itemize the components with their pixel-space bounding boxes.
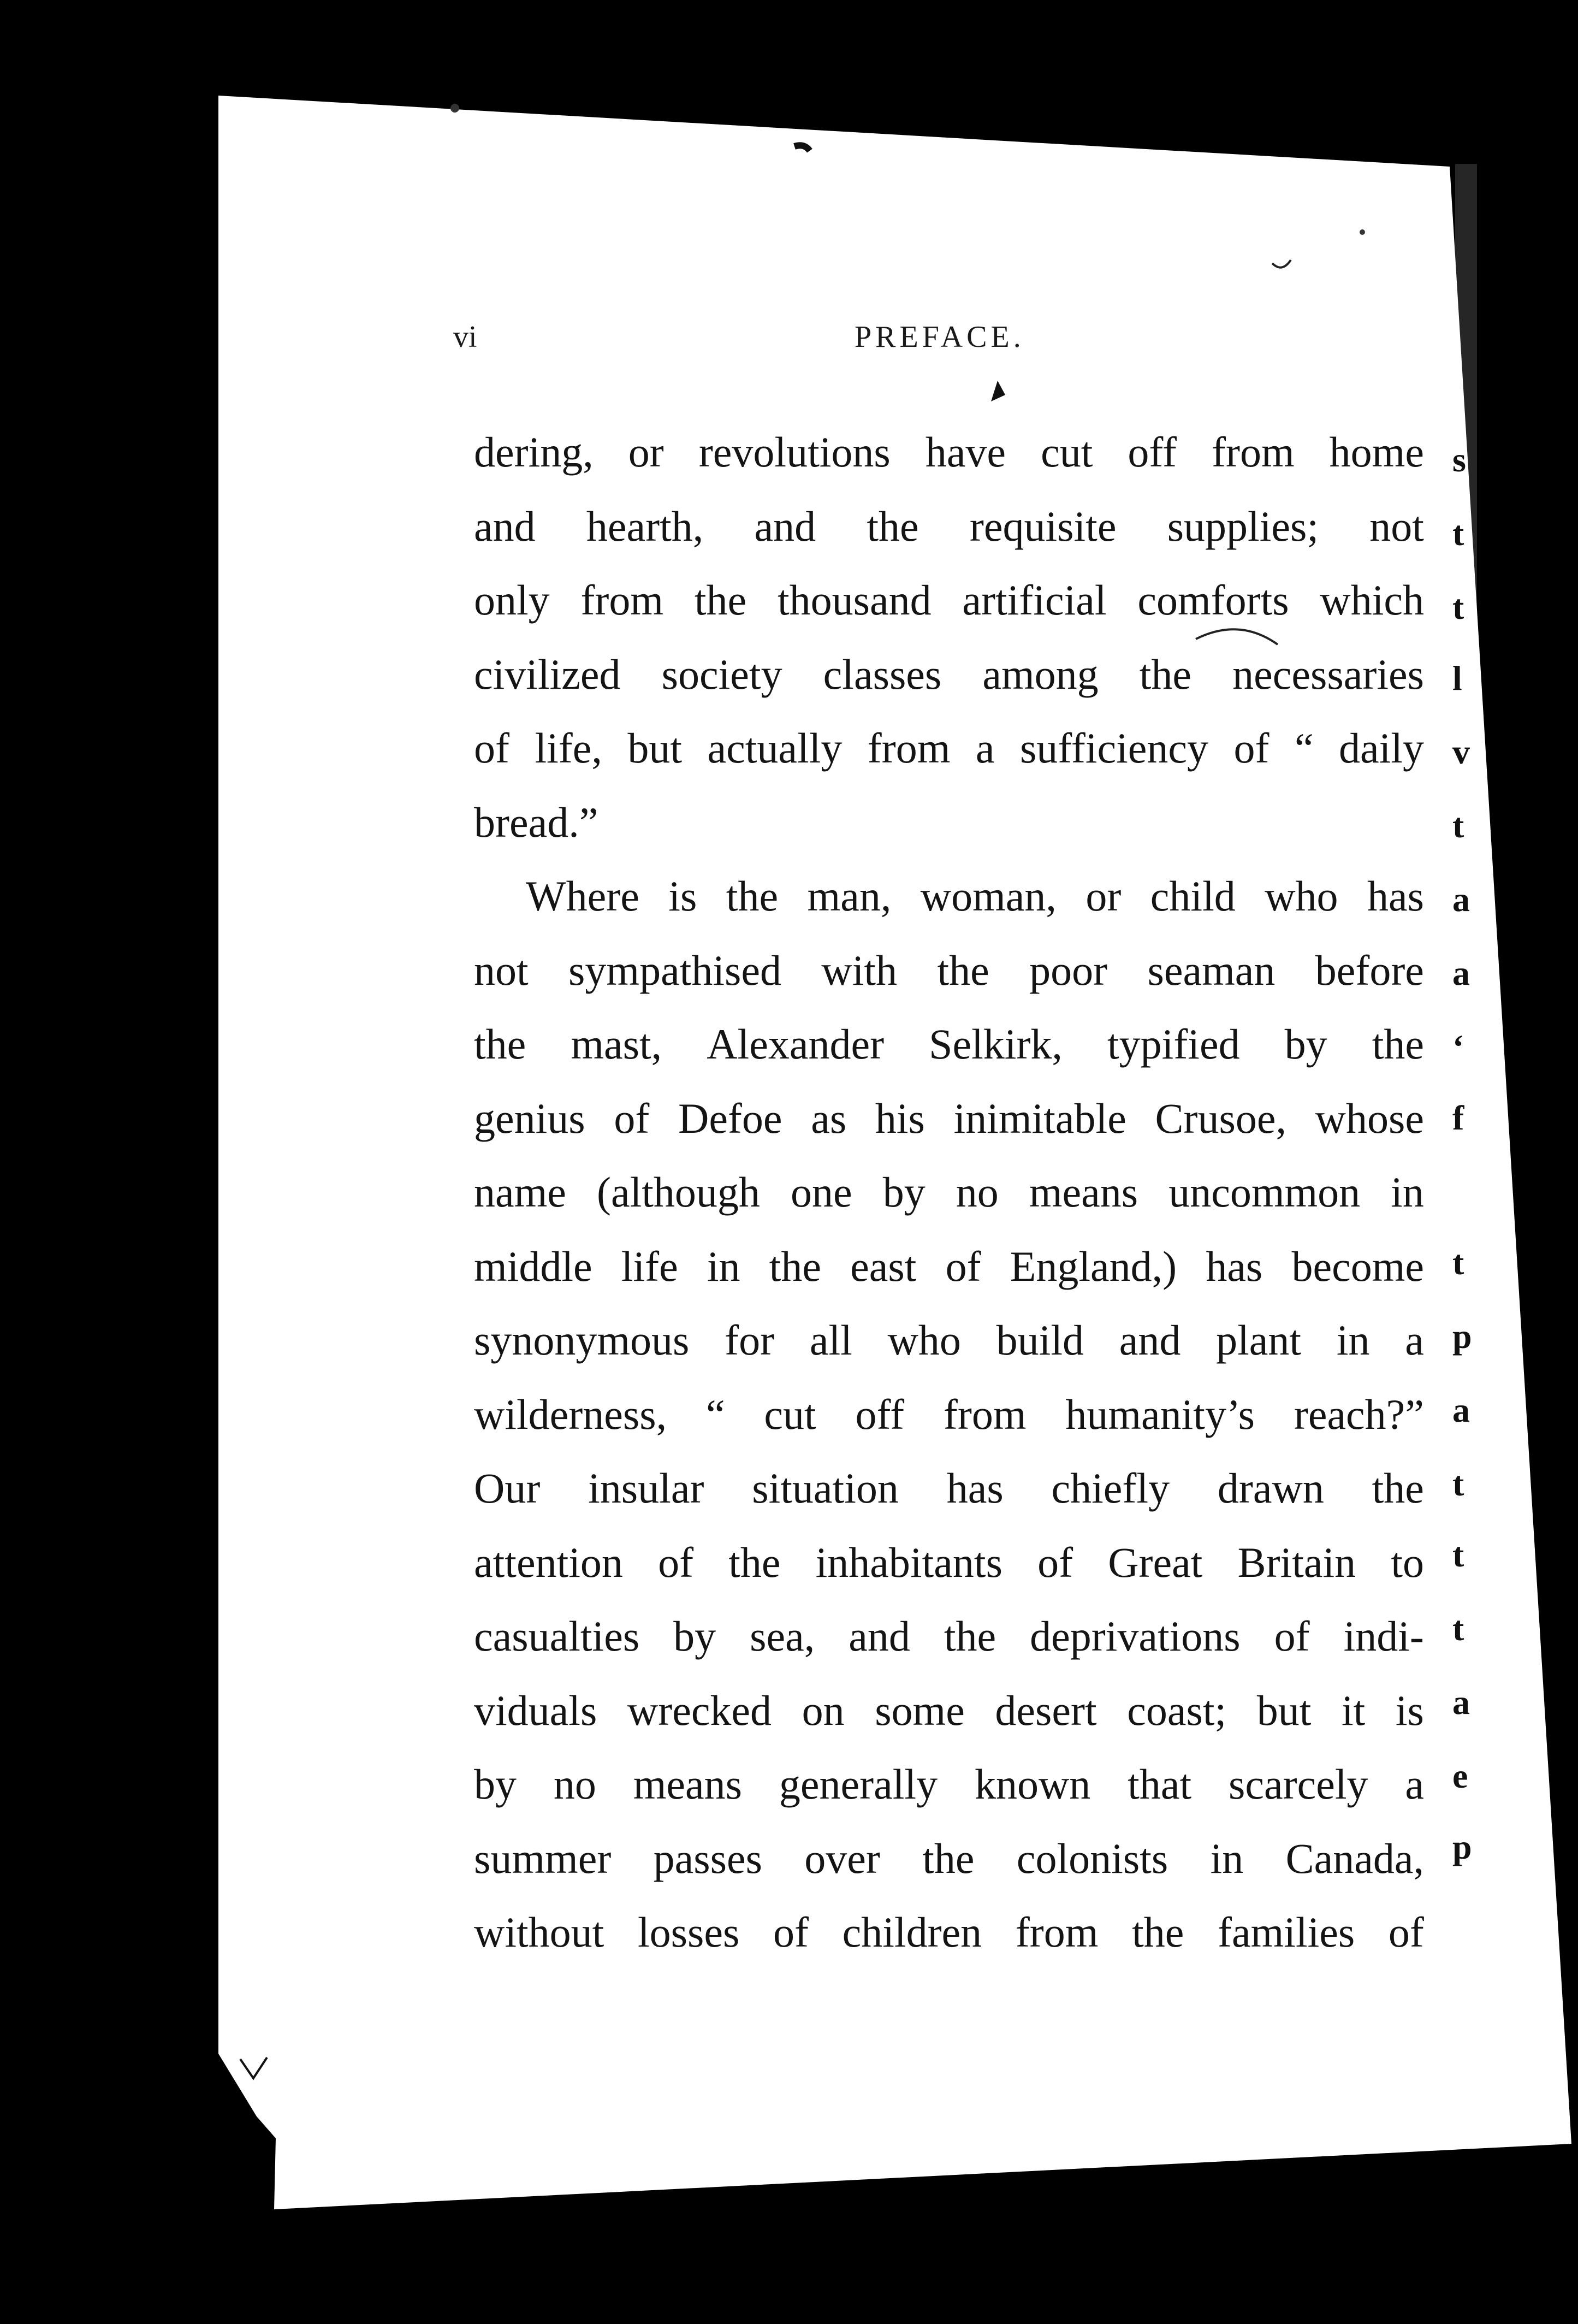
paragraph-2 (474, 859, 1424, 1970)
bleed-letter: t (1452, 588, 1464, 626)
bleed-letter: ‘ (1452, 1027, 1464, 1066)
text-line: only from the thousand artificial comforts which (474, 576, 1424, 624)
bleed-letter: l (1452, 659, 1462, 697)
bleed-letter: t (1452, 1464, 1464, 1503)
text-line: dering, or revolutions have cut off from home (474, 428, 1424, 476)
paragraph-1 (474, 415, 1424, 859)
bleed-letter: a (1452, 880, 1470, 919)
bleed-letter: t (1452, 1243, 1464, 1282)
bleed-letter: t (1452, 514, 1464, 553)
bleed-letter: p (1452, 1317, 1472, 1356)
bleed-letter: e (1452, 1757, 1468, 1795)
bleed-letter: t (1452, 1609, 1464, 1648)
text-line: by no means generally known that scarcely a (474, 1760, 1424, 1808)
text-line: not sympathised with the poor seaman before (474, 946, 1424, 994)
text-line: attention of the inhabitants of Great Britain to (474, 1538, 1424, 1586)
ink-speck (450, 104, 459, 113)
body-text (474, 415, 1424, 1970)
bleed-letter: p (1452, 1828, 1472, 1866)
bleed-letter: t (1452, 1535, 1464, 1574)
bleed-letter: a (1452, 1391, 1470, 1429)
text-line: bread.” (474, 798, 598, 846)
bleed-letter: a (1452, 1683, 1470, 1722)
text-line: wilderness, “ cut off from humanity’s reach?” (474, 1390, 1424, 1438)
bleed-letter: v (1452, 732, 1470, 771)
running-head (453, 320, 1037, 363)
text-line: name (although one by no means uncommon in (474, 1168, 1424, 1216)
text-line: civilized society classes among the necessaries (474, 650, 1424, 698)
text-line: without losses of children from the families of (474, 1908, 1424, 1956)
running-head-title: PREFACE. (855, 320, 1025, 354)
text-line: Our insular situation has chiefly drawn the (474, 1464, 1424, 1512)
text-line: viduals wrecked on some desert coast; but it is (474, 1686, 1424, 1734)
text-line: Where is the man, woman, or child who has (526, 872, 1424, 920)
bleed-letter: t (1452, 806, 1464, 845)
folio-number: vi (453, 320, 477, 354)
bleed-letter: a (1452, 954, 1470, 992)
bleed-letter: s (1452, 440, 1466, 479)
bleed-letter: f (1452, 1098, 1464, 1137)
text-line: genius of Defoe as his inimitable Crusoe, whose (474, 1094, 1424, 1142)
text-line: of life, but actually from a sufficiency of “ daily (474, 724, 1424, 772)
text-line: and hearth, and the requisite supplies; not (474, 502, 1424, 550)
text-line: synonymous for all who build and plant in a (474, 1316, 1424, 1364)
text-line: the mast, Alexander Selkirk, typified by the (474, 1020, 1424, 1068)
ink-speck (1360, 229, 1365, 235)
text-line: middle life in the east of England,) has become (474, 1242, 1424, 1290)
text-line: summer passes over the colonists in Canada, (474, 1834, 1424, 1882)
text-line: casualties by sea, and the deprivations of indi- (474, 1612, 1424, 1660)
